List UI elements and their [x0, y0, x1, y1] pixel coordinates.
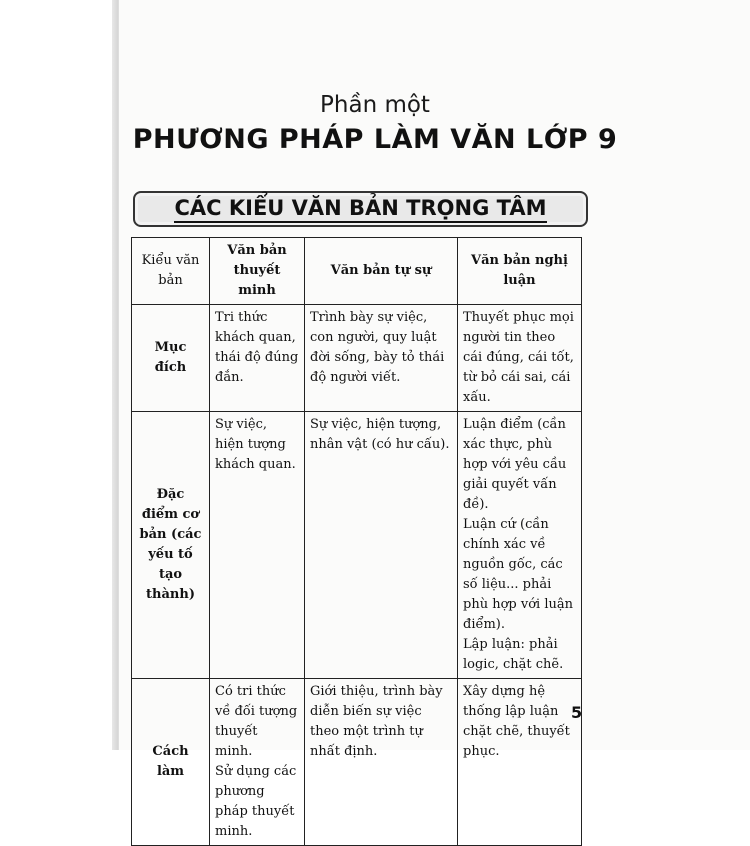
cell-text: Tri thức khách quan, thái độ đúng đắn.: [215, 310, 299, 385]
table-cell: [210, 412, 305, 679]
cell-text: Sự việc, hiện tượng, nhân vật (có hư cấu).: [310, 417, 450, 452]
table-header-row: [132, 238, 582, 305]
text-types-table: [131, 237, 582, 846]
header-text-type: Kiểu văn bản: [132, 238, 210, 305]
part-label: Phần một: [320, 92, 430, 118]
row-label-method: Cách làm: [132, 679, 210, 846]
cell-text: Giới thiệu, trình bày diễn biến sự việc theo một trình tự nhất định.: [310, 684, 443, 759]
cell-text: Sử dụng các phương pháp thuyết minh.: [215, 764, 297, 839]
main-title: PHƯƠNG PHÁP LÀM VĂN LỚP 9: [132, 124, 618, 155]
table-cell: [458, 412, 582, 679]
header-argumentative: Văn bản nghị luận: [458, 238, 582, 305]
table-cell: [458, 305, 582, 412]
table-cell: [305, 679, 458, 846]
row-label-purpose: Mục đích: [132, 305, 210, 412]
cell-text: Luận điểm (cần xác thực, phù hợp với yêu cầu giải quyết vấn đề).: [463, 417, 567, 512]
section-banner-text: CÁC KIỂU VĂN BẢN TRỌNG TÂM: [174, 195, 546, 223]
cell-text: Thuyết phục mọi người tin theo cái đúng, cái tốt, từ bỏ cái sai, cái xấu.: [463, 310, 574, 405]
section-banner: [133, 191, 588, 227]
cell-text: Luận cứ (cần chính xác về nguồn gốc, các số liệu... phải phù hợp với luận điểm).: [463, 517, 573, 632]
cell-text: Có tri thức về đối tượng thuyết minh.: [215, 684, 298, 759]
page-number: 5: [571, 703, 583, 722]
row-label-characteristics: Đặc điểm cơ bản (các yếu tố tạo thành): [132, 412, 210, 679]
table-row: [132, 305, 582, 412]
cell-text: Xây dựng hệ thống lập luận chặt chẽ, thuyết phục.: [463, 684, 570, 759]
header-narrative: Văn bản tự sự: [305, 238, 458, 305]
table-cell: [305, 412, 458, 679]
table-cell: [210, 679, 305, 846]
table-cell: [210, 305, 305, 412]
header-expository: Văn bản thuyết minh: [210, 238, 305, 305]
table-row: [132, 679, 582, 846]
cell-text: Sự việc, hiện tượng khách quan.: [215, 417, 296, 472]
cell-text: Trình bày sự việc, con người, quy luật đời sống, bày tỏ thái độ người viết.: [310, 310, 445, 385]
cell-text: Lập luận: phải logic, chặt chẽ.: [463, 637, 564, 672]
table-cell: [458, 679, 582, 846]
table-cell: [305, 305, 458, 412]
table-row: [132, 412, 582, 679]
